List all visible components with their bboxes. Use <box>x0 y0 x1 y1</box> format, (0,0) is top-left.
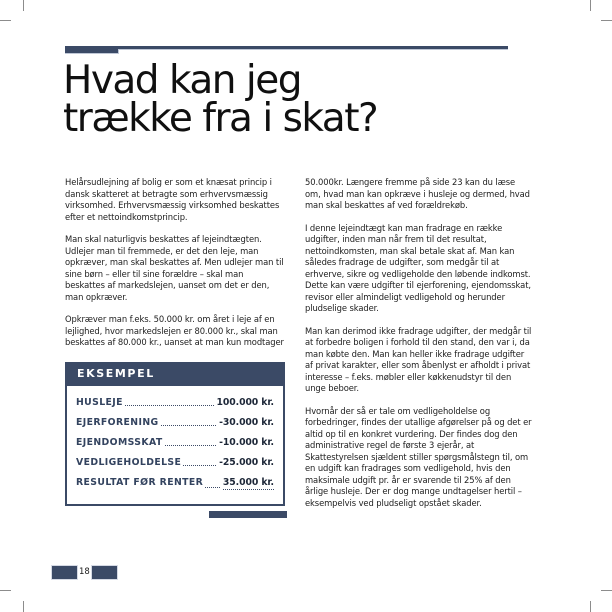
row-value: -30.000 kr. <box>219 416 274 428</box>
row-label: EJENDOMSSKAT <box>76 436 163 448</box>
paragraph: Helårsudlejning af bolig er som et knæsat princip i dansk skatteret at betragte som erhvervsmæssig virksomhed. Erhvervsmæssig virksomhed beskattes efter et nettoindkomstprincip. <box>65 177 280 222</box>
footer-left-block <box>52 566 77 579</box>
table-row <box>76 457 274 469</box>
body-column-right <box>305 177 533 520</box>
crop-mark-bottom-left-h <box>0 590 11 591</box>
paragraph: Opkræver man f.eks. 50.000 kr. om året i leje af en lejlighed, hvor markedslejen er 80.000 kr., skal man beskattes af 80.000 kr., uanset at man kun modtager <box>65 314 284 347</box>
row-label: RESULTAT FØR RENTER <box>76 476 204 488</box>
paragraph: Hvornår der så er tale om vedligeholdelse og forbedringer, findes der utallige afgørelser på og det er altid op til en konkret vurdering. Der findes dog den administrative regel de første 3 ejerår, at Skattestyrelsen sjældent stiller spørgsmålstegn til, om en udgift kan fradrages som vedligehold, hvis den maksimale udgift pr. år er svarende til 25% af den årlige husleje. Der er dog mange undtagelser hertil – eksempelvis ved pludseligt opstået skader. <box>305 405 532 508</box>
row-label: VEDLIGEHOLDELSE <box>76 456 182 468</box>
table-row <box>76 397 274 409</box>
paragraph: I denne lejeindtægt kan man fradrage en række udgifter, inden man når frem til det resultat, nettoindkomsten, man skal betale skat af. Man kan således fradrage de udgifter, som medgår til at erhverve, sikre og vedligeholde den løbende indkomst. Dette kan være udgifter til ejerforening, ejendomsskat, revisor eller almindeligt vedligehold og herunder pludselige skader. <box>305 222 531 313</box>
crop-mark-top-right-h <box>601 20 612 21</box>
accent-rule-thick-segment <box>65 46 118 53</box>
paragraph: Man kan derimod ikke fradrage udgifter, der medgår til at forbedre boligen i forhold til den stand, den var i, da man købte den. Man kan heller ikke fradrage udgifter af privat karakter, eller som åbenlyst er afholdt i privat interesse – f.eks. møbler eller køkkenudstyr til den unge beboer. <box>305 325 532 393</box>
dotted-leader <box>205 487 220 488</box>
row-value: 100.000 kr. <box>216 396 274 408</box>
example-box-accent-bar <box>209 511 287 518</box>
footer-right-block <box>92 566 117 579</box>
crop-mark-bottom-right-h <box>601 590 612 591</box>
page-number: 18 <box>79 567 90 577</box>
paragraph: 50.000kr. Længere fremme på side 23 kan du læse om, hvad man kan opkræve i husleje og dermed, hvad man skal beskattes af ved forældrekøb. <box>305 177 530 210</box>
dotted-leader <box>183 465 216 466</box>
dotted-leader <box>165 445 217 446</box>
table-row-total <box>76 477 274 491</box>
crop-mark-top-left-h <box>0 20 11 21</box>
paragraph: Man skal naturligvis beskattes af lejeindtægten. Udlejer man til fremmede, er det den leje, man opkræver, man skal beskattes af. Men udlejer man til sine børn – eller til sine forældre – skal man beskattes af markedslejen, uanset om det er den, man opkræver. <box>65 234 284 302</box>
page-footer <box>52 566 117 579</box>
table-row <box>76 417 274 429</box>
crop-mark-top-left-v <box>23 0 24 11</box>
dotted-leader <box>161 425 217 426</box>
table-row <box>76 437 274 449</box>
row-label: EJERFORENING <box>76 416 159 428</box>
row-value: -10.000 kr. <box>219 436 274 448</box>
example-box-body <box>65 386 285 507</box>
example-box-header: EKSEMPEL <box>65 362 285 386</box>
body-column-left <box>65 177 285 518</box>
crop-mark-bottom-left-v <box>23 601 24 612</box>
row-value: -25.000 kr. <box>219 456 274 468</box>
page-title <box>63 58 533 141</box>
row-label: HUSLEJE <box>76 396 123 408</box>
crop-mark-top-right-v <box>590 0 591 11</box>
dotted-leader <box>125 405 214 406</box>
page-title-line1: Hvad kan jeg <box>63 58 301 103</box>
page-title-line2: trække fra i skat? <box>63 96 378 141</box>
accent-rule-thin-segment <box>118 46 508 49</box>
crop-mark-bottom-right-v <box>590 601 591 612</box>
top-accent-rule <box>65 46 508 53</box>
example-box <box>65 362 285 519</box>
row-value-total: 35.000 kr. <box>223 477 274 491</box>
